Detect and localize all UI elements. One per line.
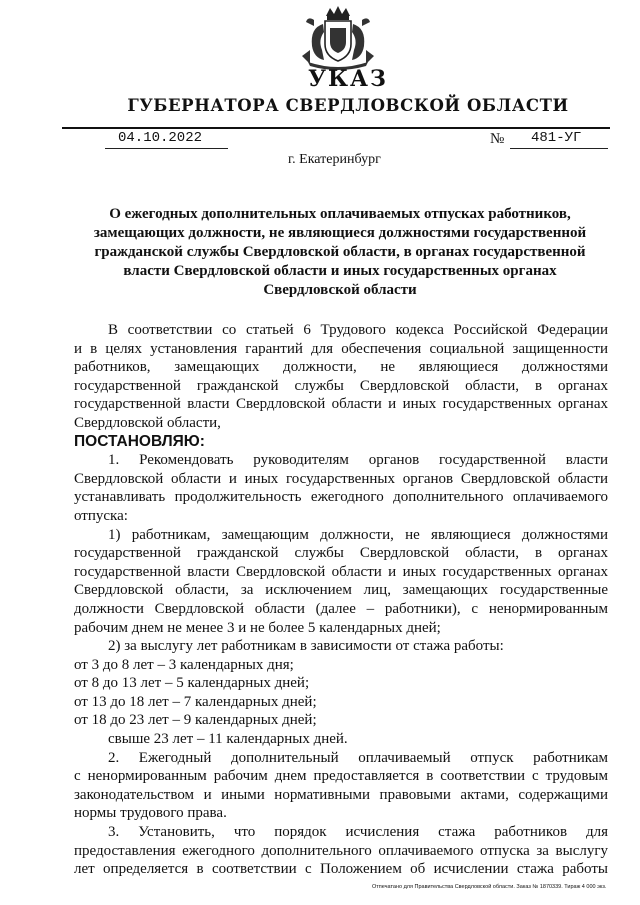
postanovlyayu-heading: ПОСТАНОВЛЯЮ: [74, 432, 205, 450]
body-line: рабочим днем не менее 3 и не более 5 календарных дней; [74, 619, 441, 636]
body-line: государственной гражданской службы Свердловской области, в органах [74, 545, 608, 562]
heading-line: Свердловской области [263, 282, 417, 298]
body-line: 2. Ежегодный дополнительный оплачиваемый отпуск работникам [108, 749, 608, 766]
body-line: от 18 до 23 лет – 9 календарных дней; [74, 712, 317, 729]
header-rule [62, 127, 610, 129]
body-line: Свердловской области и иных государственных органов Свердловской области [74, 470, 608, 487]
body-line: 1. Рекомендовать руководителям органов государственной власти [108, 452, 608, 469]
body-line: государственной гражданской службы Свердловской области, в органах [74, 377, 608, 394]
heading-line: гражданской службы Свердловской области, в органах государственной [94, 244, 586, 260]
city: г. Екатеринбург [288, 152, 381, 167]
decree-body [74, 321, 608, 879]
body-line: и в целях установления гарантий для обеспечения социальной защищенности [74, 340, 608, 357]
body-line: государственной власти Свердловской области и иных государственных органах [74, 396, 608, 413]
body-line: устанавливать продолжительность ежегодного дополнительного оплачиваемого [74, 489, 608, 506]
heading-line: замещающих должности, не являющиеся должностями государственной [93, 225, 587, 241]
decree-date: 04.10.2022 [118, 130, 203, 146]
body-line: от 13 до 18 лет – 7 календарных дней; [74, 693, 317, 710]
body-line: лет определяется в соответствии с Положением об исчислении стажа работы [74, 861, 608, 878]
number-label: № [490, 131, 505, 147]
body-line: свыше 23 лет – 11 календарных дней. [108, 731, 348, 748]
body-line: 1) работникам, замещающим должности, не являющиеся должностями [108, 526, 608, 543]
body-line: отпуска: [74, 507, 128, 524]
decree-heading [60, 205, 620, 300]
heading-line: власти Свердловской области и иных государственных органах [123, 263, 557, 279]
body-line: 3. Установить, что порядок исчисления стажа работников для [108, 824, 608, 841]
body-line: нормы трудового права. [74, 805, 227, 822]
body-line: законодательством и иными нормативными правовыми актами, содержащими [74, 786, 608, 803]
body-line: В соответствии со статьей 6 Трудового кодекса Российской Федерации [108, 322, 608, 338]
decree-title: УКАЗ [308, 66, 388, 92]
body-line: Свердловской области, за исключением лиц, замещающих государственные [74, 582, 608, 599]
body-line: должности Свердловской области (далее – работники), с ненормированным [74, 600, 608, 617]
number-underline [510, 148, 608, 149]
body-line: работников, замещающих должности, не являющиеся должностями [74, 359, 608, 376]
body-line: с ненормированным рабочим днем предоставляется в соответствии с трудовым [74, 768, 608, 785]
date-underline [105, 148, 228, 149]
print-footer: Отпечатано для Правительства Свердловской области. Заказ № 1870339. Тираж 4 000 экз. [372, 884, 607, 890]
body-line: от 8 до 13 лет – 5 календарных дней; [74, 675, 310, 692]
body-line: 2) за выслугу лет работникам в зависимости от стажа работы: [108, 638, 504, 655]
body-line: от 3 до 8 лет – 3 календарных дня; [74, 656, 294, 673]
body-line: Свердловской области, [74, 414, 221, 431]
body-line: предоставления ежегодного дополнительного оплачиваемого отпуска за выслугу [74, 842, 608, 859]
body-line: государственной власти Свердловской области и иных государственных органах [74, 563, 608, 580]
decree-issuer: ГУБЕРНАТОРА СВЕРДЛОВСКОЙ ОБЛАСТИ [127, 96, 569, 115]
coat-of-arms-icon [300, 6, 376, 70]
decree-number: 481-УГ [531, 130, 582, 146]
heading-line: О ежегодных дополнительных оплачиваемых отпусках работников, [109, 206, 571, 222]
